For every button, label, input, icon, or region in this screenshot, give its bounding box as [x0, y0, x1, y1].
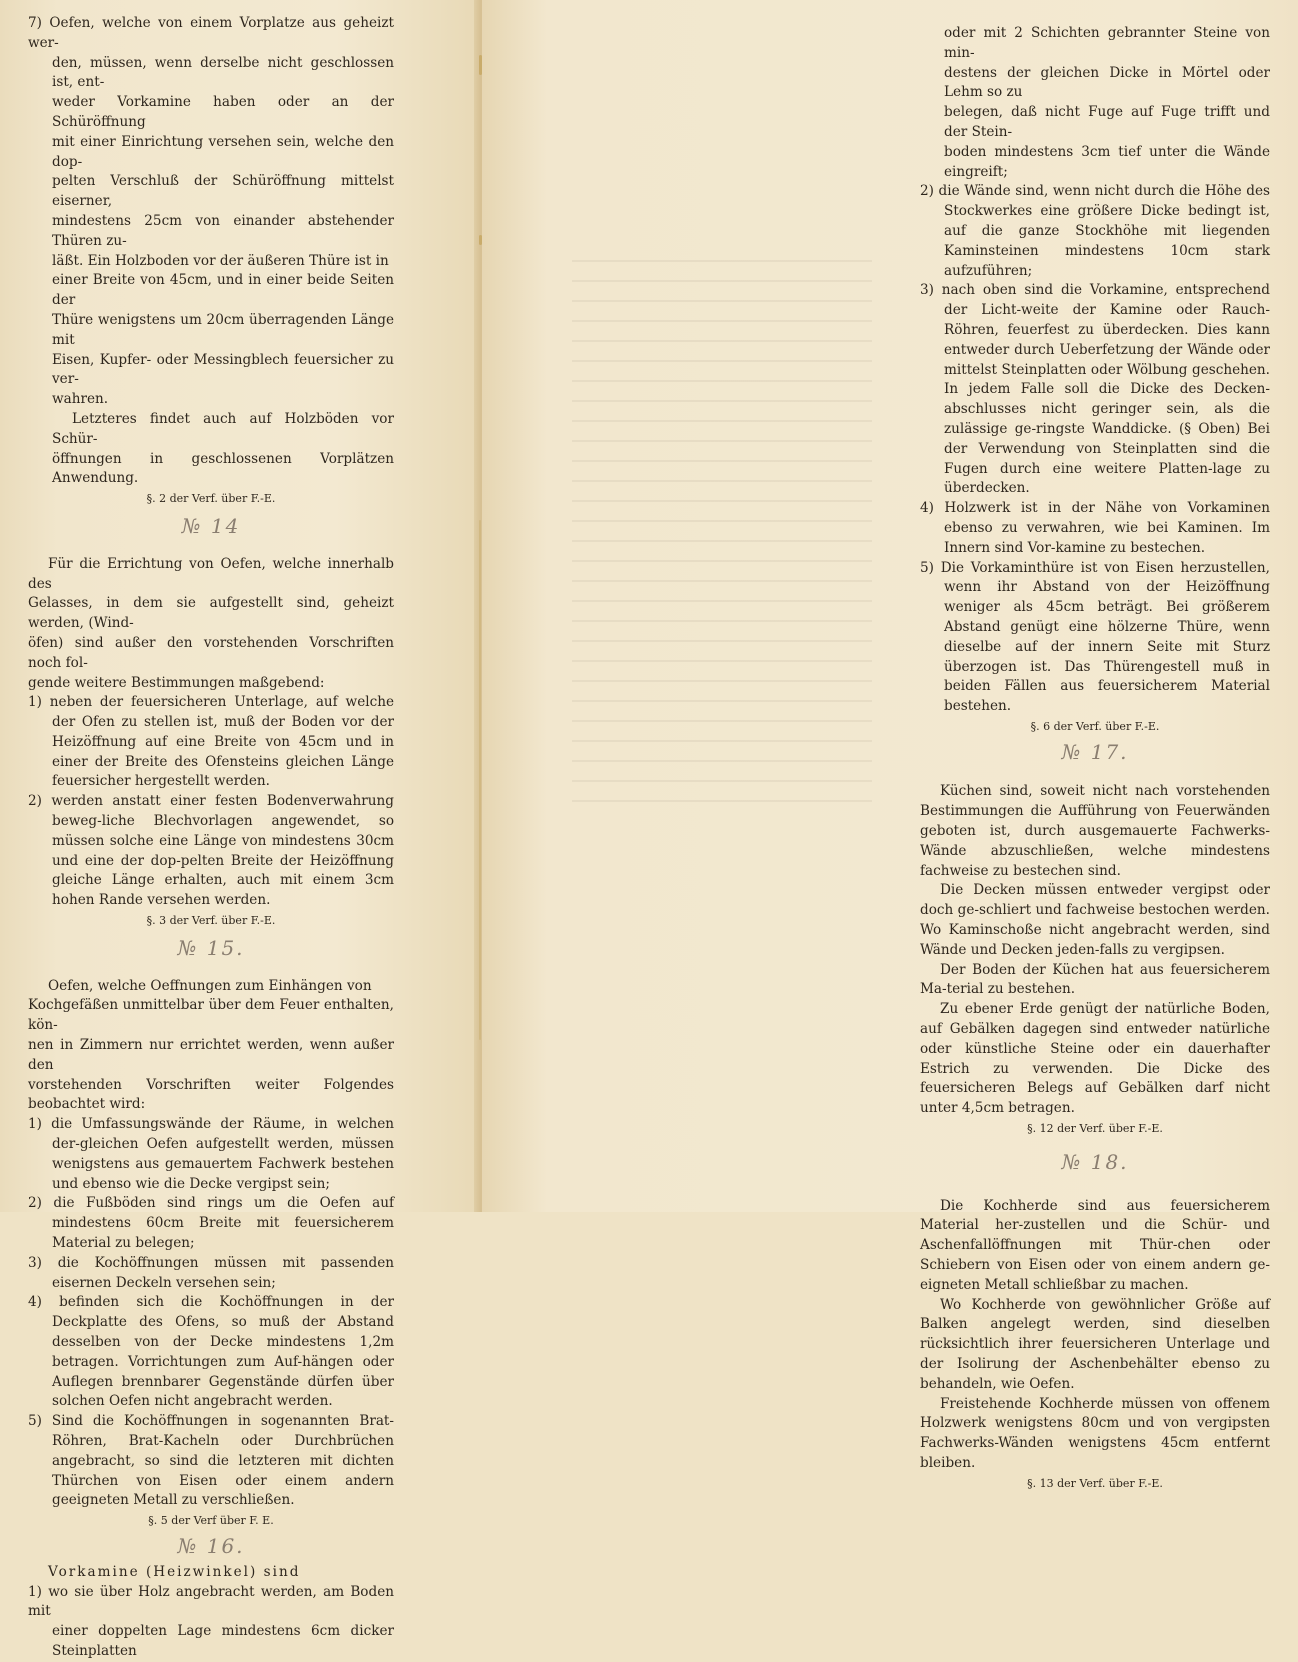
left-text-column	[28, 14, 394, 1662]
list-item: 2) die Fußböden sind rings um die Oefen auf mindestens 60cm Breite mit feuersicherem Material zu belegen;	[28, 1195, 394, 1252]
text-line: belegen, daß nicht Fuge auf Fuge trifft und der Stein-	[944, 104, 1270, 140]
text-line: läßt. Ein Holzboden vor der äußeren Thüre ist in	[52, 252, 389, 269]
text-line: 7) Oefen, welche von einem Vorplatze aus geheizt wer-	[28, 15, 394, 51]
handwritten-number: № 14	[181, 513, 241, 538]
handwritten-number: № 17.	[1061, 739, 1129, 764]
section-reference: §. 3 der Verf. über F.-E.	[146, 914, 276, 928]
section-reference: §. 12 der Verf. über F.-E.	[1027, 1122, 1163, 1136]
text-line: oder mit 2 Schichten gebrannter Steine von min-	[944, 25, 1270, 61]
right-text-column	[920, 24, 1270, 1500]
paragraph: Wo Kochherde von gewöhnlicher Größe auf Balken angelegt werden, sind dieselben rücksichtlich ihrer feuersicheren Unterlage und der Isolirung der Aschenbehälter ebenso zu behandeln, wie Oefen.	[920, 1296, 1270, 1392]
list-item: 4) Holzwerk ist in der Nähe von Vorkaminen ebenso zu verwahren, wie bei Kaminen. Im Innern sind Vor-kamine zu bestechen.	[920, 500, 1270, 556]
text-line: gende weitere Bestimmungen maßgebend:	[28, 674, 325, 691]
text-line: einer Breite von 45cm, und in einer beide Seiten der	[52, 272, 394, 309]
text-line: öfen) sind außer den vorstehenden Vorschriften noch fol-	[28, 634, 394, 671]
list-item: 3) nach oben sind die Vorkamine, entsprechend der Licht-weite der Kamine oder Rauch-Röhren, feuerfest zu überdecken. Dies kann entweder durch Ueberfetzung der Wände oder mittelst Steinplatten oder Wölbung geschehen. In jedem Falle soll die Dicke des Decken-abschlusses nicht geringer sein, als die zulässige ge-ringste Wanddicke. (§ Oben) Bei der Verwendung von Steinplatten sind die Fugen durch eine weitere Platten-lage zu überdecken.	[920, 282, 1270, 497]
list-item: 2) die Wände sind, wenn nicht durch die Höhe des Stockwerkes eine größere Dicke bedingt ist, auf die ganze Stockhöhe mit liegenden Kaminsteinen mindestens 10cm stark aufzuführen;	[920, 183, 1270, 279]
list-item: 2) werden anstatt einer festen Bodenverwahrung beweg-liche Blechvorlagen angewendet, so müssen solche eine Länge von mindestens 30cm und eine der dop-pelten Breite der Heizöffnung gleiche Länge erhalten, auch mit einem 3cm hohen Rande versehen werden.	[28, 793, 394, 909]
section-reference: §. 6 der Verf. über F.-E.	[1030, 719, 1160, 733]
right-page	[482, 0, 1298, 1490]
list-item: 5) Die Vorkaminthüre ist von Eisen herzustellen, wenn ihr Abstand von der Heizöffnung weniger als 45cm beträgt. Bei größerem Abstand genügt eine hölzerne Thüre, wenn dieselbe auf der innern Seite mit Sturz überzogen ist. Das Thürengestell muß in beiden Fällen aus feuersicherem Material bestehen.	[920, 559, 1270, 715]
handwritten-number: № 16.	[177, 1533, 245, 1558]
text-line: weder Vorkamine haben oder an der Schüröffnung	[52, 94, 394, 130]
text-line: boden mindestens 3cm tief unter die Wände eingreift;	[944, 143, 1270, 180]
paragraph: Zu ebener Erde genügt der natürliche Boden, auf Gebälken dagegen sind entweder natürliche oder künstliche Steine oder ein dauerhafter Estrich zu verwenden. Die Dicke des feuersicheren Belegs auf Gebälken darf nicht unter 4,5cm betragen.	[920, 1001, 1270, 1117]
text-line: Kochgefäßen unmittelbar über dem Feuer enthalten, kön-	[28, 997, 394, 1034]
text-line: den, müssen, wenn derselbe nicht geschlossen ist, ent-	[52, 54, 394, 91]
text-line: mindestens 25cm von einander abstehender Thüren zu-	[52, 212, 394, 249]
text-line: Vorkamine (Heizwinkel) sind	[48, 1563, 301, 1580]
text-line: pelten Verschluß der Schüröffnung mittelst eiserner,	[52, 173, 394, 210]
section-reference: §. 2 der Verf. über F.-E.	[146, 492, 276, 506]
bleed-through-text	[572, 260, 872, 820]
section-reference: §. 13 der Verf. über F.-E.	[1027, 1476, 1163, 1490]
text-line: nen in Zimmern nur errichtet werden, wenn außer den	[28, 1037, 394, 1073]
text-line: Eisen, Kupfer- oder Messingblech feuersicher zu ver-	[52, 351, 394, 388]
text-line: mit einer Einrichtung versehen sein, welche den dop-	[52, 133, 394, 170]
handwritten-number: № 18.	[1061, 1149, 1129, 1174]
paragraph: Die Kochherde sind aus feuersicherem Material her-zustellen und die Schür- und Aschenfallöffnungen mit Thür-chen oder Schiebern von Eisen oder von einem andern ge-eigneten Metall schließbar zu machen.	[920, 1197, 1270, 1293]
paragraph: Die Decken müssen entweder vergipst oder doch ge-schliert und fachweise bestochen werden. Wo Kaminschoße nicht angebracht werden, sind Wände und Decken jeden-falls zu vergipsen.	[920, 882, 1270, 958]
section-reference: §. 5 der Verf über F. E.	[148, 1514, 274, 1528]
text-line: öffnungen in geschlossenen Vorplätzen Anwendung.	[52, 450, 394, 487]
binding-thread	[479, 520, 481, 1040]
text-line: Thüre wenigstens um 20cm überragenden Länge mit	[52, 311, 394, 348]
paragraph: Freistehende Kochherde müssen von offenem Holzwerk wenigstens 80cm und von vergipsten Fachwerks-Wänden wenigstens 45cm entfernt bleiben.	[920, 1395, 1270, 1471]
text-line: einer doppelten Lage mindestens 6cm dicker Steinplatten	[52, 1623, 394, 1659]
paragraph: Küchen sind, soweit nicht nach vorstehenden Bestimmungen die Aufführung von Feuerwänden geboten ist, durch ausgemauerte Fachwerks-Wände abzuschließen, welche mindestens fachweise zu bestechen sind.	[920, 783, 1270, 879]
text-line: wahren.	[52, 391, 109, 408]
left-page	[0, 0, 480, 1659]
text-line: Für die Errichtung von Oefen, welche innerhalb des	[28, 555, 394, 592]
list-item: 1) neben der feuersicheren Unterlage, auf welche der Ofen zu stellen ist, muß der Boden vor der Heizöffnung auf eine Breite von 45cm und in einer der Breite des Ofensteins gleichen Länge feuersicher hergestellt werden.	[28, 694, 394, 790]
text-line: Oefen, welche Oeffnungen zum Einhängen von	[48, 977, 372, 994]
list-item: 5) Sind die Kochöffnungen in sogenannten Brat-Röhren, Brat-Kacheln oder Durchbrüchen angebracht, so sind die letzteren mit dichten Thürchen von Eisen oder einem andern geeigneten Metall zu verschließen.	[28, 1413, 394, 1509]
list-item: 4) befinden sich die Kochöffnungen in der Deckplatte des Ofens, so muß der Abstand desselben von der Decke mindestens 1,2m betragen. Vorrichtungen zum Auf-hängen oder Auflegen brennbarer Gegenstände dürfen über solchen Oefen nicht angebracht werden.	[28, 1294, 394, 1410]
text-line: 1) wo sie über Holz angebracht werden, am Boden mit	[28, 1583, 394, 1620]
text-line: Gelasses, in dem sie aufgestellt sind, geheizt werden, (Wind-	[28, 595, 394, 632]
text-line: vorstehenden Vorschriften weiter Folgendes beobachtet wird:	[28, 1076, 394, 1113]
text-line: Letzteres findet auch auf Holzböden vor Schür-	[52, 410, 394, 447]
text-line: destens der gleichen Dicke in Mörtel oder Lehm so zu	[944, 64, 1270, 101]
list-item: 1) die Umfassungswände der Räume, in welchen der-gleichen Oefen aufgestellt werden, müssen wenigstens aus gemauertem Fachwerk bestehen und ebenso wie die Decke vergipst sein;	[28, 1116, 394, 1192]
paragraph: Der Boden der Küchen hat aus feuersicherem Ma-terial zu bestehen.	[920, 961, 1270, 998]
list-item: 3) die Kochöffnungen müssen mit passenden eisernen Deckeln versehen sein;	[28, 1254, 394, 1291]
handwritten-number: № 15.	[177, 935, 245, 960]
